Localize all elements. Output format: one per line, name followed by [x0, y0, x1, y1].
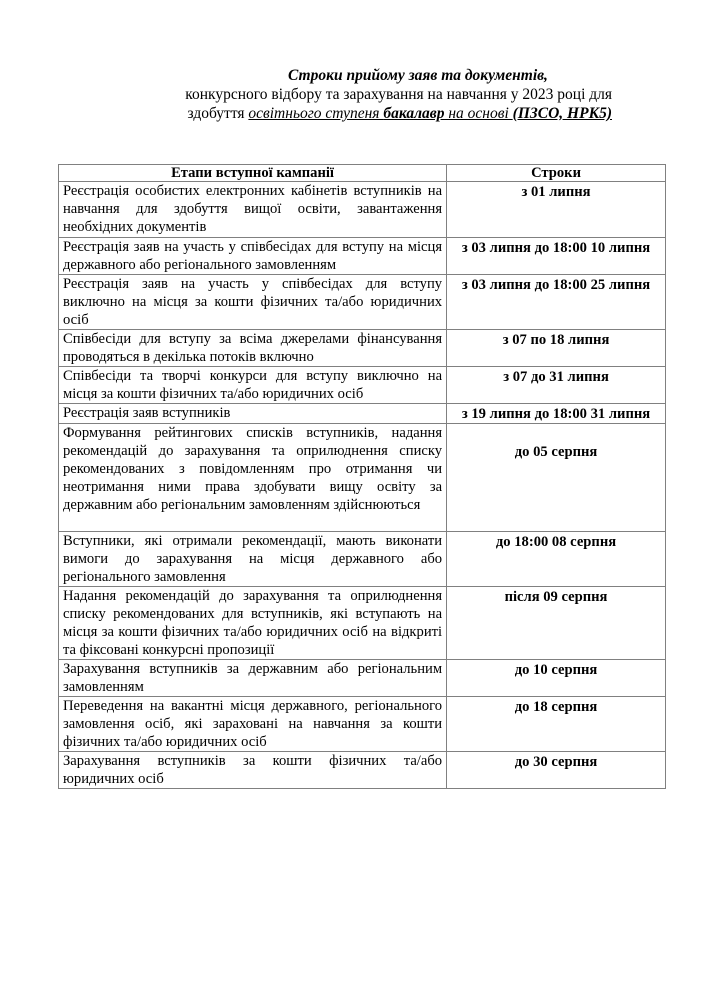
- term-cell: з 07 до 31 липня: [447, 367, 666, 404]
- term-cell: з 03 липня до 18:00 10 липня: [447, 238, 666, 275]
- table-row: [59, 424, 666, 532]
- title-degree-italic-a: освітнього ступеня: [248, 105, 384, 122]
- stage-cell: Реєстрація заяв на участь у співбесідах для вступу виключно на місця за кошти фізичних та/або юридичних осіб: [59, 275, 447, 330]
- stage-cell: Зарахування вступників за кошти фізичних та/або юридичних осіб: [59, 752, 447, 789]
- stage-cell: Формування рейтингових списків вступників, надання рекомендацій до зарахування та оприлюднення списку рекомендованих з повідомленням про отримання чи неотримання ними права здобувати вищу освіту за державним або регіональним замовленням здійснюються: [59, 424, 447, 532]
- stage-cell: Співбесіди та творчі конкурси для вступу виключно на місця за кошти фізичних та/або юридичних осіб: [59, 367, 447, 404]
- table-row: [59, 330, 666, 367]
- stage-cell: Надання рекомендацій до зарахування та оприлюднення списку рекомендованих для вступників, які вступають на місця за кошти фізичних та/або юридичних осіб на відкриті та фіксовані конкурсні пропозиції: [59, 587, 447, 660]
- term-cell: з 03 липня до 18:00 25 липня: [447, 275, 666, 330]
- table-row: [59, 404, 666, 424]
- term-cell: до 18:00 08 серпня: [447, 532, 666, 587]
- title-line-2: конкурсного відбору та зарахування на навчання у 2023 році для: [185, 86, 612, 103]
- term-cell: з 07 по 18 липня: [447, 330, 666, 367]
- stage-cell: Переведення на вакантні місця державного, регіонального замовлення осіб, які зараховані на навчання за кошти фізичних та/або юридичних осіб: [59, 697, 447, 752]
- table-row: [59, 752, 666, 789]
- title-line-3: [100, 104, 620, 123]
- title-degree-italic-b: на основі: [444, 105, 513, 122]
- table-row: [59, 587, 666, 660]
- stage-cell: Вступники, які отримали рекомендації, мають виконати вимоги до зарахування на місця державного або регіонального замовлення: [59, 532, 447, 587]
- term-cell: з 19 липня до 18:00 31 липня: [447, 404, 666, 424]
- title-basis-bold: (ПЗСО, НРК5): [512, 105, 612, 122]
- term-cell: до 18 серпня: [447, 697, 666, 752]
- stage-cell: Зарахування вступників за державним або регіональним замовленням: [59, 660, 447, 697]
- header-term: Строки: [447, 165, 666, 182]
- stage-cell: Реєстрація особистих електронних кабінетів вступників на навчання для здобуття вищої освіти, завантаження необхідних документів: [59, 182, 447, 238]
- table-row: [59, 275, 666, 330]
- table-row: [59, 182, 666, 238]
- stage-cell: Реєстрація заяв на участь у співбесідах для вступу на місця державного або регіонального замовленням: [59, 238, 447, 275]
- title-degree-bold: бакалавр: [383, 105, 445, 122]
- stage-cell: Реєстрація заяв вступників: [59, 404, 447, 424]
- table-row: [59, 660, 666, 697]
- title-degree-underlined: [248, 105, 612, 122]
- table-row: [59, 532, 666, 587]
- admission-schedule-table: [58, 164, 666, 789]
- term-cell: з 01 липня: [447, 182, 666, 238]
- title-line-3-prefix: здобуття: [187, 105, 249, 122]
- table-header-row: [59, 165, 666, 182]
- title-line-1: Строки прийому заяв та документів,: [288, 67, 548, 84]
- table-row: [59, 238, 666, 275]
- term-cell: до 30 серпня: [447, 752, 666, 789]
- term-cell: до 05 серпня: [447, 424, 666, 532]
- term-cell: після 09 серпня: [447, 587, 666, 660]
- header-stage: Етапи вступної кампанії: [59, 165, 447, 182]
- term-cell: до 10 серпня: [447, 660, 666, 697]
- document-title: [100, 66, 620, 123]
- stage-cell: Співбесіди для вступу за всіма джерелами фінансування проводяться в декілька потоків включно: [59, 330, 447, 367]
- table-row: [59, 367, 666, 404]
- table-row: [59, 697, 666, 752]
